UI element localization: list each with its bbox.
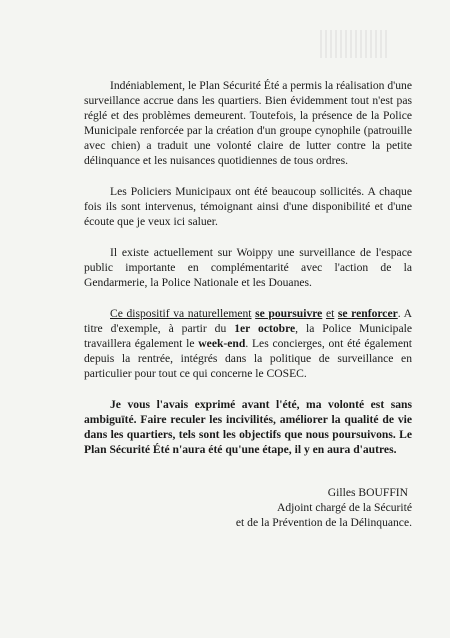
closing-paragraph: Je vous l'avais exprimé avant l'été, ma volonté est sans ambiguïté. Faire reculer les incivilités, améliorer la qualité de vie dans les quartiers, tels sont les objectifs que nous poursuivons. Le Plan Sécurité Été n'aura été qu'une étape, il y en aura d'autres. xyxy=(84,398,412,456)
letter-body xyxy=(84,78,412,473)
p4-text-a: . A titre d'exemple, à partir du xyxy=(84,307,412,335)
p4-bold-weekend: week-end xyxy=(198,337,246,350)
signatory-title-2: et de la Prévention de la Délinquance. xyxy=(235,516,412,529)
signature-block xyxy=(84,485,412,530)
paragraph-4 xyxy=(84,306,412,381)
p4-bold-date: 1er octobre xyxy=(234,322,296,335)
scan-artifact xyxy=(320,30,390,58)
p4-underlined-intro: Ce dispositif va naturellement xyxy=(110,307,252,320)
signatory-name: Gilles BOUFFIN xyxy=(327,486,408,499)
p4-text-c: . Les concierges, ont été également depuis la rentrée, intégrés dans la politique de surveillance en particulier pour tout ce qui concerne le COSEC. xyxy=(84,337,412,380)
paragraph-1: Indéniablement, le Plan Sécurité Été a permis la réalisation d'une surveillance accrue dans les quartiers. Bien évidemment tout n'est pas réglé et des problèmes demeurent. Toutefois, la présence de la Police Municipale renforcée par la création d'un groupe cynophile (patrouille avec chien) a traduit une volonté claire de lutter contre la petite délinquance et les nuisances quotidiennes de tous ordres. xyxy=(84,79,412,167)
p4-bold-poursuivre: se poursuivre xyxy=(255,307,323,320)
p4-text-b: , la Police Municipale travaillera également le xyxy=(84,322,412,350)
paragraph-2: Les Policiers Municipaux ont été beaucoup sollicités. A chaque fois ils sont intervenus, témoignant ainsi d'une disponibilité et d'une écoute que je veux ici saluer. xyxy=(84,185,412,228)
p4-bold-renforcer: se renforcer xyxy=(337,307,398,320)
p4-and: et xyxy=(325,307,335,320)
signatory-title-1: Adjoint chargé de la Sécurité xyxy=(277,501,412,514)
paragraph-3: Il existe actuellement sur Woippy une surveillance de l'espace public importante en complémentarité avec l'action de la Gendarmerie, la Police Nationale et les Douanes. xyxy=(84,246,412,289)
